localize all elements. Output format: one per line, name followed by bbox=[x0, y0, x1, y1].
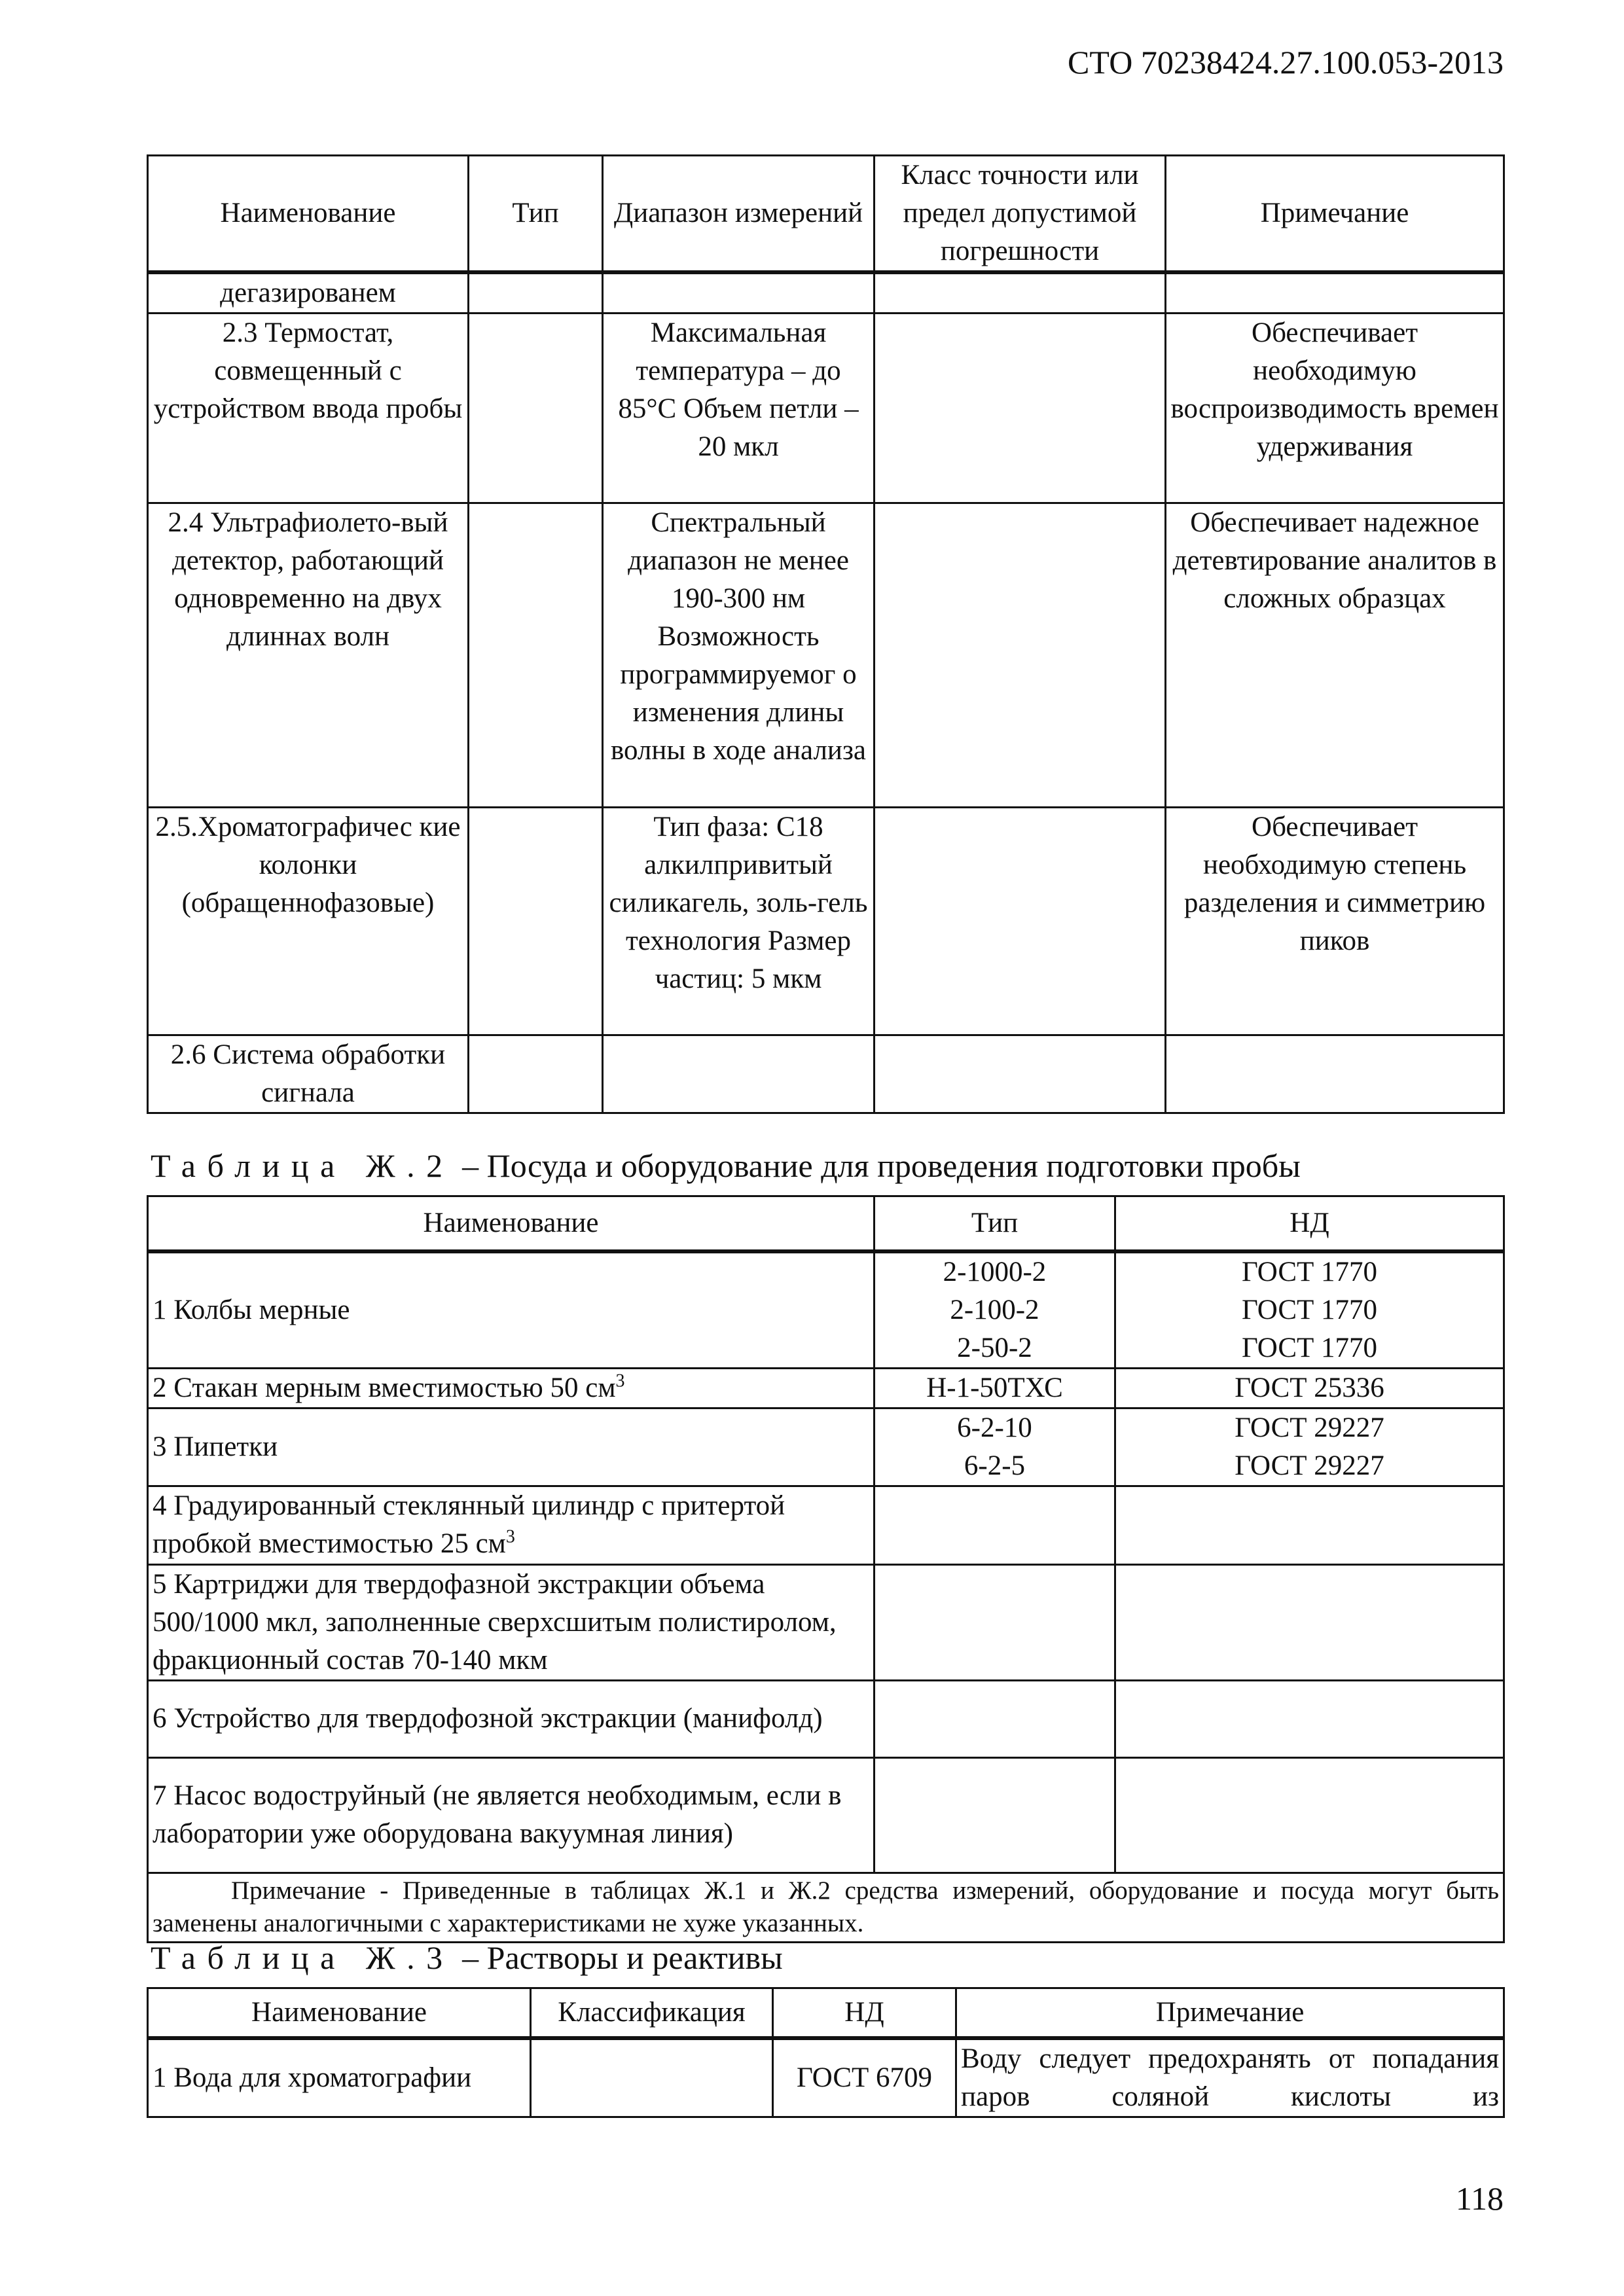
cell-name: 6 Устройство для твердофозной экстракции (манифолд) bbox=[148, 1680, 875, 1757]
cell-nd bbox=[1115, 1564, 1504, 1680]
cell-note: Обеспечивает необходимую воспроизводимость времен удерживания bbox=[1166, 314, 1504, 503]
cell-range bbox=[603, 272, 875, 314]
cell-accuracy bbox=[875, 1035, 1166, 1113]
page-number: 118 bbox=[1455, 2180, 1504, 2217]
cell-name: дегазированем bbox=[148, 272, 469, 314]
reagents-table bbox=[147, 1987, 1505, 2118]
cell-name: 2.6 Система обработки сигнала bbox=[148, 1035, 469, 1113]
cell-nd bbox=[1115, 1757, 1504, 1873]
cell-range: Максимальная температура – до 85°С Объем петли – 20 мкл bbox=[603, 314, 875, 503]
cell-type bbox=[469, 808, 603, 1035]
cell-note bbox=[1166, 1035, 1504, 1113]
column-header-name: Наименование bbox=[148, 1196, 875, 1251]
caption-label: Таблица Ж.2 bbox=[151, 1147, 454, 1184]
superscript: 3 bbox=[505, 1526, 515, 1547]
cell-type bbox=[469, 1035, 603, 1113]
cell-name: 1 Колбы мерные bbox=[148, 1251, 875, 1369]
column-header-type: Тип bbox=[469, 156, 603, 273]
table-row bbox=[148, 1680, 1504, 1757]
cell-range: Спектральный диапазон не менее 190-300 нм Возможность программируемог о изменения длины волны в ходе анализа bbox=[603, 503, 875, 808]
cell-name: 2.5.Хроматографичес кие колонки (обращеннофазовые) bbox=[148, 808, 469, 1035]
table-row bbox=[148, 1486, 1504, 1564]
cell-nd: ГОСТ 1770 ГОСТ 1770 ГОСТ 1770 bbox=[1115, 1251, 1504, 1369]
cell-name bbox=[148, 1368, 875, 1408]
cell-name: 5 Картриджи для твердофазной экстракции объема 500/1000 мкл, заполненные сверхсшитым полистиролом, фракционный состав 70-140 мкм bbox=[148, 1564, 875, 1680]
cell-note bbox=[1166, 272, 1504, 314]
cell-name-text: 2 Стакан мерным вместимостью 50 см bbox=[153, 1372, 616, 1403]
column-header-accuracy: Класс точности или предел допустимой погрешности bbox=[875, 156, 1166, 273]
table-row bbox=[148, 1757, 1504, 1873]
cell-name: 1 Вода для хроматографии bbox=[148, 2038, 531, 2117]
column-header-range: Диапазон измерений bbox=[603, 156, 875, 273]
table-row bbox=[148, 1564, 1504, 1680]
table-row bbox=[148, 2038, 1504, 2117]
table-note-row bbox=[148, 1873, 1504, 1942]
caption-text: – Растворы и реактивы bbox=[462, 1939, 783, 1976]
cell-type bbox=[875, 1486, 1115, 1564]
table-row bbox=[148, 503, 1504, 808]
cell-type bbox=[469, 314, 603, 503]
cell-note: Воду следует предохранять от попадания паров соляной кислоты из bbox=[956, 2038, 1504, 2117]
cell-accuracy bbox=[875, 314, 1166, 503]
document-code: СТО 70238424.27.100.053-2013 bbox=[1068, 44, 1504, 81]
cell-type bbox=[875, 1564, 1115, 1680]
superscript: 3 bbox=[615, 1371, 625, 1391]
table-row bbox=[148, 1408, 1504, 1486]
cell-nd bbox=[1115, 1486, 1504, 1564]
table-row bbox=[148, 272, 1504, 314]
column-header-nd: НД bbox=[773, 1988, 956, 2038]
cell-classification bbox=[531, 2038, 773, 2117]
cell-name: 2.3 Термостат, совмещенный с устройством ввода пробы bbox=[148, 314, 469, 503]
table-header-row bbox=[148, 1196, 1504, 1251]
cell-range bbox=[603, 1035, 875, 1113]
column-header-note: Примечание bbox=[956, 1988, 1504, 2038]
cell-type bbox=[469, 503, 603, 808]
cell-name: 2.4 Ультрафиолето-вый детектор, работающий одновременно на двух длиннах волн bbox=[148, 503, 469, 808]
cell-type bbox=[469, 272, 603, 314]
caption-label: Таблица Ж.3 bbox=[151, 1939, 454, 1976]
cell-accuracy bbox=[875, 272, 1166, 314]
cell-nd: ГОСТ 25336 bbox=[1115, 1368, 1504, 1408]
cell-type: Н-1-50ТХС bbox=[875, 1368, 1115, 1408]
caption-text: – Посуда и оборудование для проведения подготовки пробы bbox=[462, 1147, 1301, 1184]
table-note: Примечание - Приведенные в таблицах Ж.1 и Ж.2 средства измерений, оборудование и посуда могут быть заменены аналогичными с характеристиками не хуже указанных. bbox=[148, 1873, 1504, 1942]
table-row bbox=[148, 1035, 1504, 1113]
cell-accuracy bbox=[875, 503, 1166, 808]
column-header-note: Примечание bbox=[1166, 156, 1504, 273]
cell-note: Обеспечивает надежное детевтирование аналитов в сложных образцах bbox=[1166, 503, 1504, 808]
cell-type bbox=[875, 1757, 1115, 1873]
column-header-nd: НД bbox=[1115, 1196, 1504, 1251]
cell-name bbox=[148, 1486, 875, 1564]
cell-name: 3 Пипетки bbox=[148, 1408, 875, 1486]
cell-name: 7 Насос водоструйный (не является необходимым, если в лаборатории уже оборудована вакуумная линия) bbox=[148, 1757, 875, 1873]
table-row bbox=[148, 314, 1504, 503]
cell-note: Обеспечивает необходимую степень разделения и симметрию пиков bbox=[1166, 808, 1504, 1035]
table-row bbox=[148, 808, 1504, 1035]
cell-nd bbox=[1115, 1680, 1504, 1757]
equipment-table bbox=[147, 154, 1505, 1114]
table-row bbox=[148, 1368, 1504, 1408]
cell-type: 6-2-10 6-2-5 bbox=[875, 1408, 1115, 1486]
column-header-classification: Классификация bbox=[531, 1988, 773, 2038]
glassware-table bbox=[147, 1195, 1505, 1943]
cell-nd: ГОСТ 29227 ГОСТ 29227 bbox=[1115, 1408, 1504, 1486]
cell-type: 2-1000-2 2-100-2 2-50-2 bbox=[875, 1251, 1115, 1369]
column-header-name: Наименование bbox=[148, 1988, 531, 2038]
cell-accuracy bbox=[875, 808, 1166, 1035]
cell-range: Тип фаза: С18 алкилпривитый силикагель, золь-гель технология Размер частиц: 5 мкм bbox=[603, 808, 875, 1035]
table-caption-zh2 bbox=[151, 1147, 1301, 1185]
table-caption-zh3 bbox=[151, 1939, 783, 1977]
cell-nd: ГОСТ 6709 bbox=[773, 2038, 956, 2117]
cell-name-text: 4 Градуированный стеклянный цилиндр с притертой пробкой вместимостью 25 см bbox=[153, 1490, 785, 1559]
column-header-name: Наименование bbox=[148, 156, 469, 273]
table-header-row bbox=[148, 156, 1504, 273]
column-header-type: Тип bbox=[875, 1196, 1115, 1251]
table-row bbox=[148, 1251, 1504, 1369]
table-header-row bbox=[148, 1988, 1504, 2038]
cell-type bbox=[875, 1680, 1115, 1757]
